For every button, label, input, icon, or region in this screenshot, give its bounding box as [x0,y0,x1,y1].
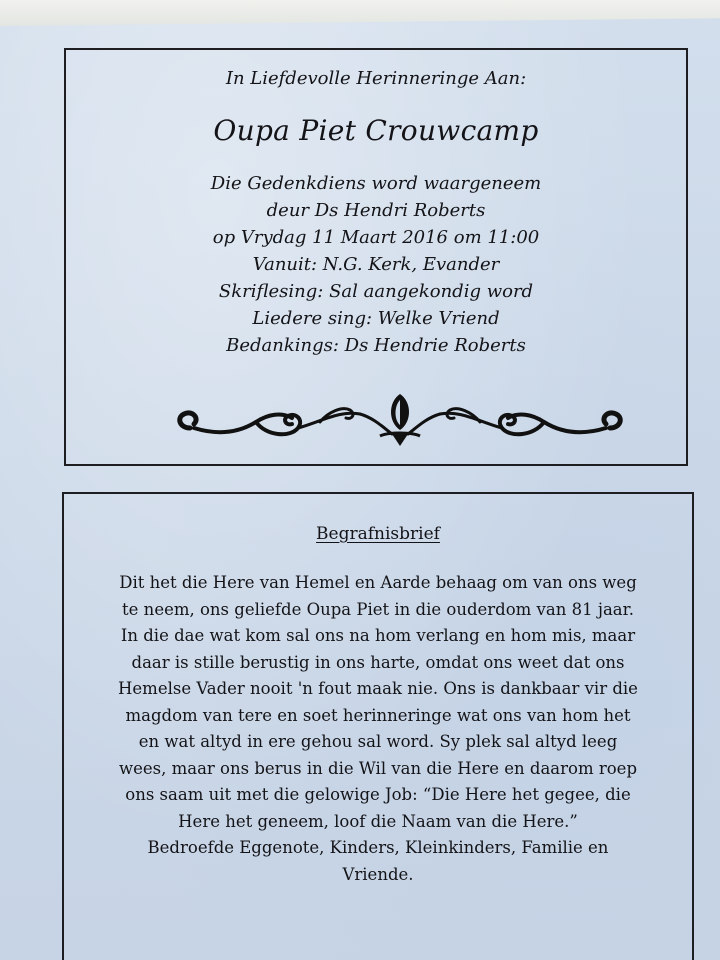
service-detail-line: Vanuit: N.G. Kerk, Evander [252,254,500,275]
service-details [66,170,686,359]
letter-line: ons saam uit met die gelowige Job: “Die Here het gegee, die [125,785,631,804]
funeral-letter-box [62,492,694,960]
deceased-name: Oupa Piet Crouwcamp [213,114,539,147]
letter-title: Begrafnisbrief [316,524,440,544]
memorial-service-box [64,48,688,466]
letter-line: Vriende. [342,864,414,884]
letter-line: wees, maar ons berus in die Wil van die Here en daarom roep [118,758,638,778]
letter-line: In die dae wat kom sal ons na hom verlang en hom mis, maar [120,626,636,645]
letter-body [68,570,688,888]
letter-line: Bedroefde Eggenote, Kinders, Kleinkinders, Familie en [147,838,609,857]
letter-line: te neem, ons geliefde Oupa Piet in die ouderdom van 81 jaar. [122,599,634,619]
scroll-flourish-ornament-icon [170,388,630,452]
letter-line: magdom van tere en soet herinneringe wat ons van hom het [125,705,631,725]
letter-line: Here het geneem, loof die Naam van die Here.” [178,811,578,831]
service-detail-line: deur Ds Hendri Roberts [266,200,486,221]
service-detail-line: Die Gedenkdiens word waargeneem [210,173,542,194]
service-detail-line: Liedere sing: Welke Vriend [252,308,500,329]
letter-line: en wat altyd in ere gehou sal word. Sy plek sal altyd leeg [138,732,618,751]
memorial-heading: In Liefdevolle Herinneringe Aan: [225,68,527,89]
letter-line: Dit het die Here van Hemel en Aarde behaag om van ons weg [119,573,637,592]
letter-line: daar is stille berustig in ons harte, omdat ons weet dat ons [131,652,625,672]
letter-line: Hemelse Vader nooit 'n fout maak nie. Ons is dankbaar vir die [118,679,638,698]
service-detail-line: Skriflesing: Sal aangekondig word [218,281,534,302]
service-detail-line: op Vrydag 11 Maart 2016 om 11:00 [212,227,540,248]
paper-top-edge [0,0,720,26]
service-detail-line: Bedankings: Ds Hendrie Roberts [226,335,526,356]
